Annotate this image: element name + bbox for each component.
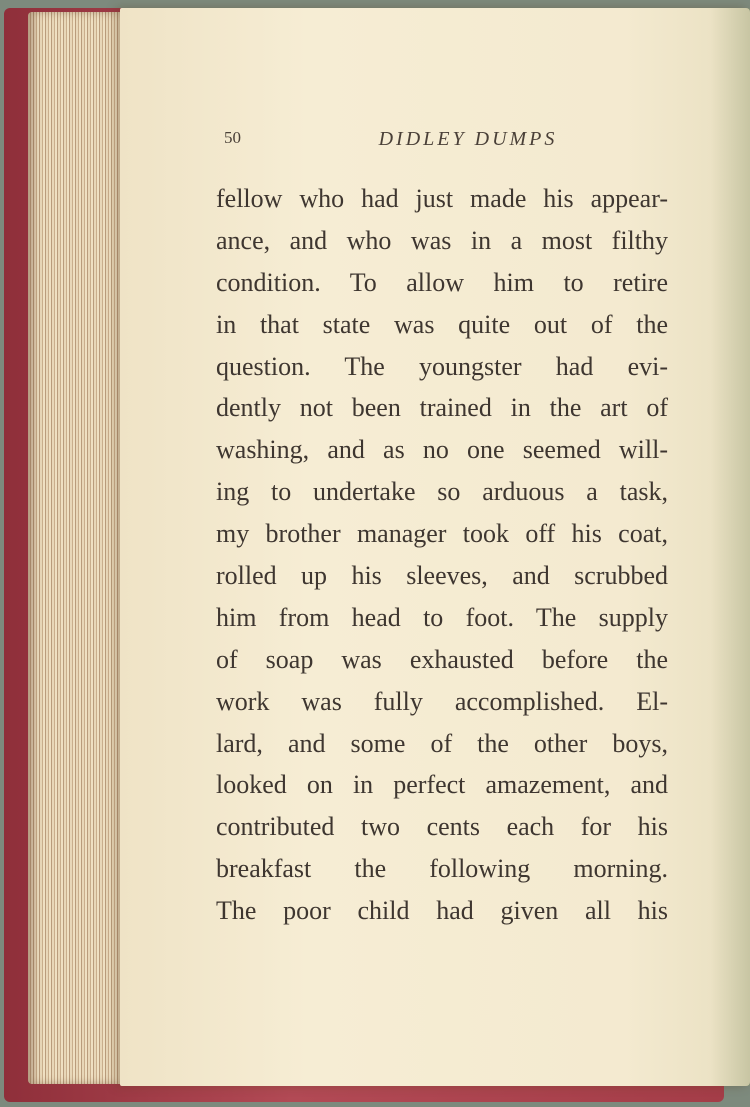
text-line: contributed two cents each for his: [216, 812, 668, 842]
text-line: dently not been trained in the art of: [216, 393, 668, 423]
text-line: work was fully accomplished. El-: [216, 686, 668, 716]
book-page: [120, 8, 750, 1086]
text-line: of soap was exhausted before the: [216, 644, 668, 674]
body-text: [216, 178, 668, 932]
page-number: 50: [224, 128, 241, 147]
text-line: ance, and who was in a most filthy: [216, 225, 668, 255]
text-line: my brother manager took off his coat,: [216, 519, 668, 549]
text-line: question. The youngster had evi-: [216, 351, 668, 381]
running-title: DIDLEY DUMPS: [378, 128, 558, 150]
page-header: [224, 128, 684, 158]
text-line: in that state was quite out of the: [216, 309, 668, 339]
text-line: condition. To allow him to retire: [216, 267, 668, 297]
text-line: washing, and as no one seemed will-: [216, 435, 668, 465]
text-line: lard, and some of the other boys,: [216, 728, 668, 758]
text-line: him from head to foot. The supply: [216, 602, 668, 632]
text-line: The poor child had given all his: [216, 896, 668, 926]
text-line: fellow who had just made his appear-: [216, 184, 668, 213]
text-line: looked on in perfect amazement, and: [216, 770, 668, 800]
text-line: breakfast the following morning.: [216, 854, 668, 884]
text-line: rolled up his sleeves, and scrubbed: [216, 561, 668, 591]
page-shadow: [710, 8, 750, 1086]
text-line: ing to undertake so arduous a task,: [216, 477, 668, 507]
